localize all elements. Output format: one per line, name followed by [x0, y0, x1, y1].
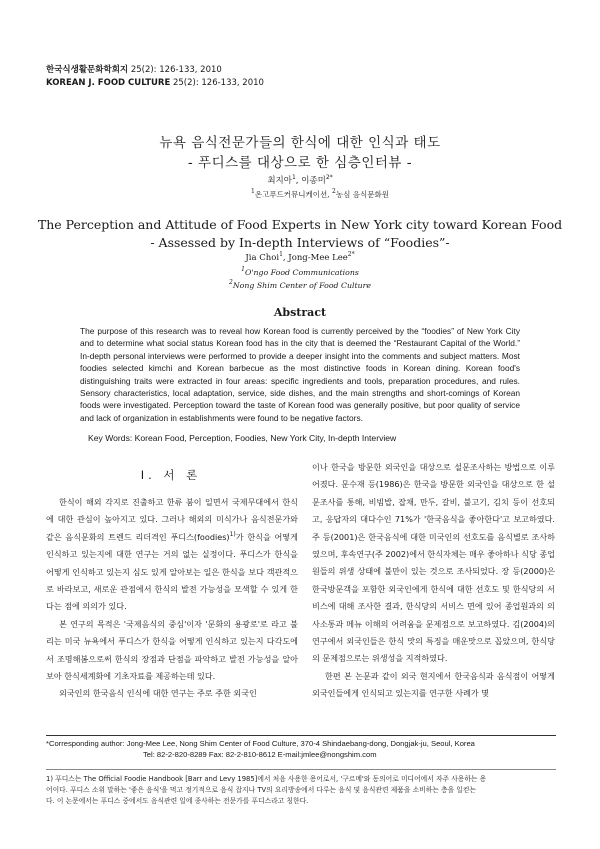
keywords-label: Key Words:	[88, 433, 133, 443]
right-paragraph-2: 한편 본 논문과 같이 외국 현지에서 한국음식과 음식점이 어떻게 외국인들에게 인식되고 있는지를 연구한 사례가 몇	[312, 670, 555, 699]
affiliation-en-2	[0, 281, 600, 290]
footnote-line-2: 어이다. 푸디스 소위 말하는 '좋은 음식'을 먹고 정기적으로 음식 잡지나 TV의 요리방송에서 다루는 음식 및 음식관련 제품을 소비하는 층을 일컫는	[46, 786, 476, 795]
left-column	[46, 494, 298, 703]
abstract-heading: Abstract	[273, 306, 327, 319]
authors-ko	[0, 174, 600, 186]
author-ko-2: , 이종미	[295, 176, 326, 186]
left-paragraph-3: 외국인의 한국음식 인식에 대한 연구는 주로 주한 외국인	[59, 688, 257, 699]
journal-line-en	[46, 77, 264, 90]
corresponding-address: Jong-Mee Lee, Nong Shim Center of Food Culture, 370-4 Shindaebang-dong, Dongjak-ju, Seoul, Korea	[126, 739, 475, 748]
title-en-line1: The Perception and Attitude of Food Experts in New York city toward Korean Food	[37, 217, 563, 232]
corresponding-line-1	[46, 739, 556, 750]
authors-en	[0, 253, 600, 263]
affil-en-1-sup: 1	[241, 266, 245, 273]
author-en-2-sup: 2*	[347, 251, 355, 258]
journal-cite-ko: 25(2): 126-133, 2010	[130, 65, 222, 75]
journal-cite-en: 25(2): 126-133, 2010	[172, 78, 264, 88]
author-en-1-sup: 1	[279, 251, 283, 258]
corresponding-label: *Corresponding author:	[46, 739, 127, 748]
journal-line-ko	[46, 64, 264, 77]
author-ko-1-sup: 1	[291, 174, 296, 181]
corresponding-divider	[46, 735, 556, 736]
affil-ko-2-sup: 2	[332, 188, 336, 195]
right-paragraph-1: 이나 한국을 방문한 외국인을 대상으로 설문조사하는 방법으로 이루어졌다. 문수재 등(1986)은 한국을 방문한 외국인을 대상으로 한 설문조사를 통해, 비빔밥, 잡채, 만두, 갈비, 불고기, 김치 등이 선호되고, 응답자의 대다수인 71%가 '한국음식을 좋아한다'고 보고하였다. 주 등(2001)은 한국음식에 대한 미국인의 선호도를 음식별로 조사하였으며, 후속연구(주 2002)에서 한식자체는 매우 좋아하나 식당 종업원들의 위생 상태에 불만이 있는 것으로 조사되었다. 장 등(2000)은 한국방문객을 포함한 외국인에게 한식에 대한 선호도 및 한식당의 서비스에 대해 조사한 결과, 한식당의 서비스 면에 있어 종업원과의 의사소통과 메뉴 이해의 어려움을 문제점으로 보고하였다. 김(2004)의 연구에서 외국인들은 한식 맛의 특징을 매운맛으로 꼽았으며, 한식당의 문제점으로는 위생성을 지적하였다.	[312, 462, 555, 664]
title-en-line2: - Assessed by In-depth Interviews of “Foodies”-	[150, 235, 450, 250]
section-heading-introduction: I. 서 론	[140, 468, 202, 482]
left-p1-text-cont: 가 한식을 어떻게 인식하고 있는지에 대한 연구는 거의 없는 실정이다. 푸디스가 한식을 어떻게 인식하고 있는지 심도 있게 알아보는 일은 한식을 보다 객관적으로 바라보고, 새로운 관점에서 한식의 발전 가능성을 모색할 수 있게 한다는 점에 의의가 있다.	[46, 531, 298, 612]
author-ko-1: 최지아	[267, 176, 292, 186]
affiliation-en-1	[0, 268, 600, 277]
title-ko-line2: - 푸디스를 대상으로 한 심층인터뷰 -	[187, 155, 413, 171]
affiliations-ko	[0, 189, 600, 200]
footnote-line-1: 1) 푸디스는 The Official Foodie Handbook [Barr and Levy 1985]에서 처음 사용한 용어로서, '구르메'와 동의어로 미디어에서 자주 사용하는 용	[46, 775, 487, 783]
journal-name-ko: 한국식생활문화학회지	[46, 65, 129, 75]
title-ko-line1: 뉴욕 음식전문가들의 한식에 대한 인식과 태도	[159, 135, 441, 151]
keywords	[88, 433, 396, 443]
abstract-body: The purpose of this research was to reveal how Korean food is currently perceived by the “foodies” of New York City and to determine what social status Korean food has in the city that is deemed the “Restaurant Capital of the World.” In-depth personal interviews were performed to provide a deeper insight into the comments and subject matters. Most foodies selected kimchi and Korean barbecue as the most distinctive foods in Korean dining. Korean food's distinguishing traits were extracted in four areas: specific ingredients and tools, preparation procedures, and rules. Sensory characteristics, local adaptation, service, side dishes, and the main strengths and short-comings of Korean foods were investigated. Perception toward the taste of Korean food was generally positive, but poor quality of service and lack of organization in establishments were found to be negative factors.	[80, 326, 520, 423]
right-column	[312, 459, 555, 703]
footnote	[46, 774, 556, 808]
author-en-1: Jia Choi	[245, 253, 280, 263]
affil-en-2-sup: 2	[229, 279, 233, 286]
author-en-2: , Jong-Mee Lee	[282, 253, 348, 263]
journal-header	[46, 64, 264, 90]
affil-ko-1: 온고푸드커뮤니케이션,	[254, 190, 333, 199]
footnote-line-3: 다. 이 논문에서는 푸디스 중에서도 음식관련 일에 종사하는 전문가를 푸디스라고 칭한다.	[46, 797, 309, 806]
footnote-ref-1: 1)	[229, 530, 236, 538]
footnote-divider	[46, 769, 556, 770]
affil-en-2: Nong Shim Center of Food Culture	[232, 281, 371, 290]
left-paragraph-1	[46, 494, 298, 616]
journal-name-en: KOREAN J. FOOD CULTURE	[46, 78, 171, 88]
corresponding-author	[46, 739, 556, 760]
author-ko-2-sup: 2*	[325, 174, 333, 181]
left-paragraph-2: 본 연구의 목적은 '국제음식의 중심'이자 '문화의 용광로'로 라고 불리는 미국 뉴욕에서 푸디스가 한식을 어떻게 인식하고 있는지 다각도에서 조명해봄으로써 한식의 장점과 단점을 파악하고 발전 가능성을 알아보아 한식세계화에 기초자료를 제공하는데 있다.	[46, 618, 298, 682]
affil-en-1: O'ngo Food Communications	[244, 268, 359, 277]
affil-ko-1-sup: 1	[251, 188, 255, 195]
affil-ko-2: 농심 음식문화원	[335, 190, 389, 199]
left-p1-text: 한식이 해외 각지로 진출하고 한류 붐이 일면서 국제무대에서 한식에 대한 관심이 높아지고 있다. 그러나 해외의 미식가나 음식전문가와 같은 음식문화의 트렌드 리더격인 푸디스(foodies)	[46, 497, 298, 542]
corresponding-contact: Tel: 82-2-820-8289 Fax: 82-2-810-8612 E-mail:jmlee@nongshim.com	[143, 749, 377, 759]
keywords-list: Korean Food, Perception, Foodies, New York City, In-depth Interview	[134, 433, 397, 443]
